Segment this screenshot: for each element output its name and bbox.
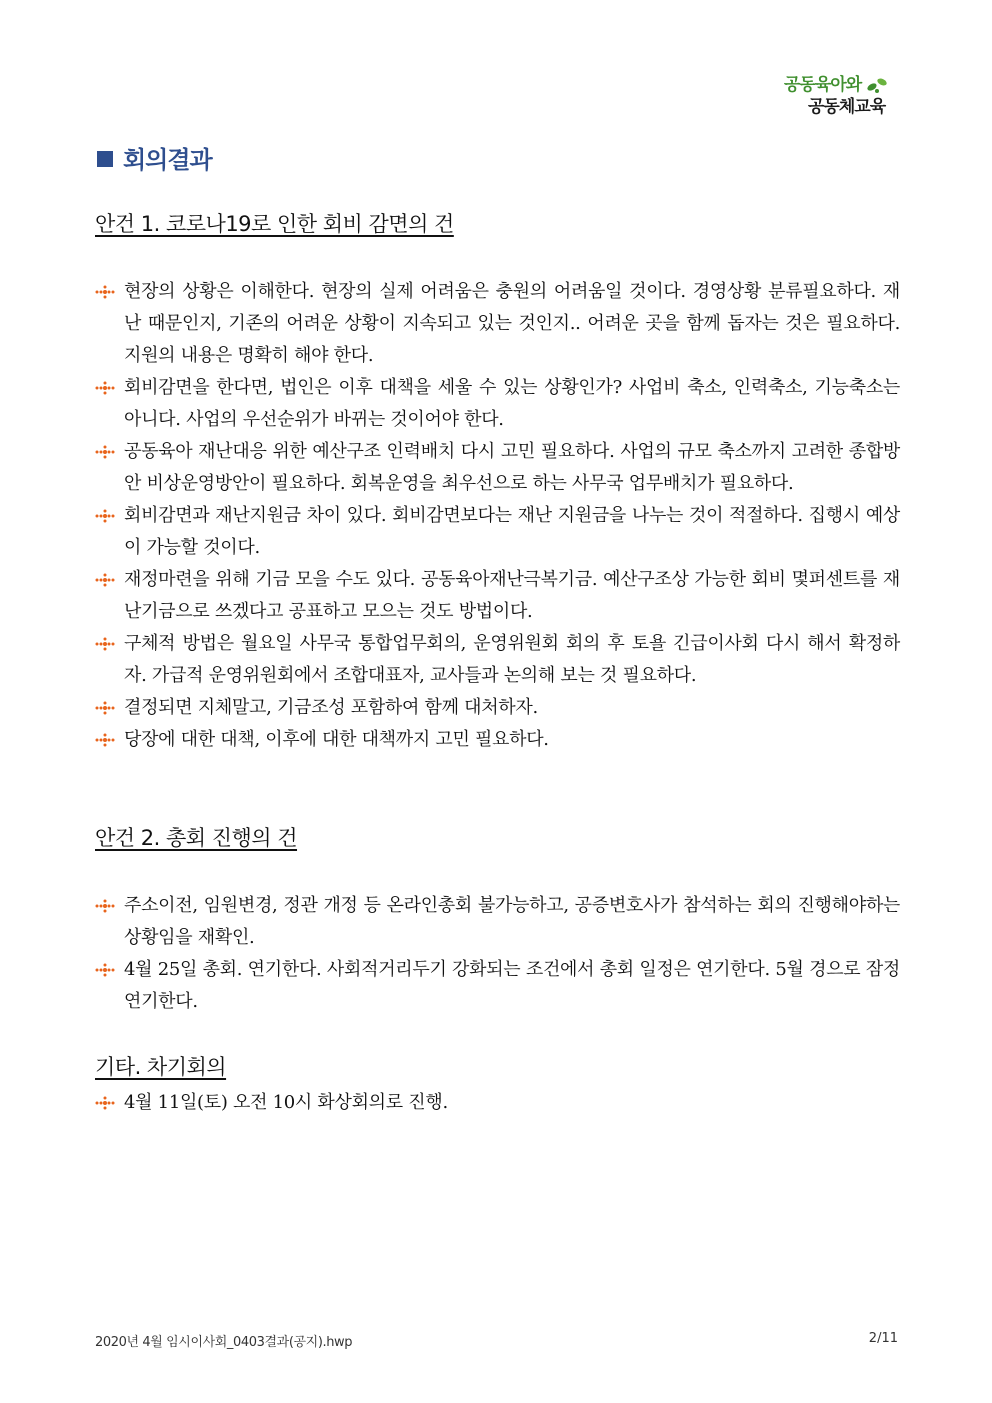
bullet-icon — [95, 509, 115, 523]
bullet-icon — [95, 285, 115, 299]
list-item: 공동육아 재난대응 위한 예산구조 인력배치 다시 고민 필요하다. 사업의 규모 축소까지 고려한 종합방안 비상운영방안이 필요하다. 회복운영을 최우선으로 하는 사무국 업무배치가 필요하다. — [95, 436, 900, 500]
other-next-meeting-title: 기타. 차기회의 — [95, 1055, 227, 1079]
list-item: 현장의 상황은 이해한다. 현장의 실제 어려움은 충원의 어려움일 것이다. 경영상황 분류필요하다. 재난 때문인지, 기존의 어려운 상황이 지속되고 있는 것인지.. 어려운 곳을 함께 돕자는 것은 필요하다. 지원의 내용은 명확히 해야 한다. — [95, 276, 900, 372]
agenda-2-list — [95, 890, 900, 1018]
list-item: 재정마련을 위해 기금 모을 수도 있다. 공동육아재난극복기금. 예산구조상 가능한 회비 몇퍼센트를 재난기금으로 쓰겠다고 공표하고 모으는 것도 방법이다. — [95, 564, 900, 628]
square-bullet-icon — [97, 151, 113, 167]
bullet-icon — [95, 1096, 115, 1110]
footer-page-number: 2/11 — [868, 1331, 898, 1346]
bullet-icon — [95, 573, 115, 587]
list-item: 당장에 대한 대책, 이후에 대한 대책까지 고민 필요하다. — [95, 724, 900, 756]
bullet-icon — [95, 445, 115, 459]
organization-logo — [784, 70, 904, 122]
bullet-icon — [95, 381, 115, 395]
footer-filename: 2020년 4월 임시이사회_0403결과(공지).hwp — [95, 1335, 353, 1350]
list-item: 구체적 방법은 월요일 사무국 통합업무회의, 운영위원회 회의 후 토욜 긴급이사회 다시 해서 확정하자. 가급적 운영위원회에서 조합대표자, 교사들과 논의해 보는 것 필요하다. — [95, 628, 900, 692]
bullet-icon — [95, 701, 115, 715]
other-list — [95, 1087, 900, 1119]
logo-text-line2: 공동체교육 — [808, 97, 886, 117]
list-item: 주소이전, 임원변경, 정관 개정 등 온라인총회 불가능하고, 공증변호사가 참석하는 회의 진행해야하는 상황임을 재확인. — [95, 890, 900, 954]
agenda-1-title: 안건 1. 코로나19로 인한 회비 감면의 건 — [95, 212, 454, 236]
logo-text-line1: 공동육아와 — [784, 75, 862, 95]
agenda-2-title: 안건 2. 총회 진행의 건 — [95, 826, 298, 850]
list-item: 4월 11일(토) 오전 10시 화상회의로 진행. — [95, 1087, 900, 1119]
list-item: 결정되면 지체말고, 기금조성 포함하여 함께 대처하자. — [95, 692, 900, 724]
list-item: 회비감면과 재난지원금 차이 있다. 회비감면보다는 재난 지원금을 나누는 것이 적절하다. 집행시 예상이 가능할 것이다. — [95, 500, 900, 564]
list-item: 4월 25일 총회. 연기한다. 사회적거리두기 강화되는 조건에서 총회 일정은 연기한다. 5월 경으로 잠정 연기한다. — [95, 954, 900, 1018]
bullet-icon — [95, 899, 115, 913]
section-title — [97, 140, 212, 175]
list-item: 회비감면을 한다면, 법인은 이후 대책을 세울 수 있는 상황인가? 사업비 축소, 인력축소, 기능축소는 아니다. 사업의 우선순위가 바뀌는 것이어야 한다. — [95, 372, 900, 436]
section-title-text: 회의결과 — [123, 146, 212, 174]
bullet-icon — [95, 733, 115, 747]
agenda-1-list — [95, 276, 900, 756]
bullet-icon — [95, 963, 115, 977]
bullet-icon — [95, 637, 115, 651]
